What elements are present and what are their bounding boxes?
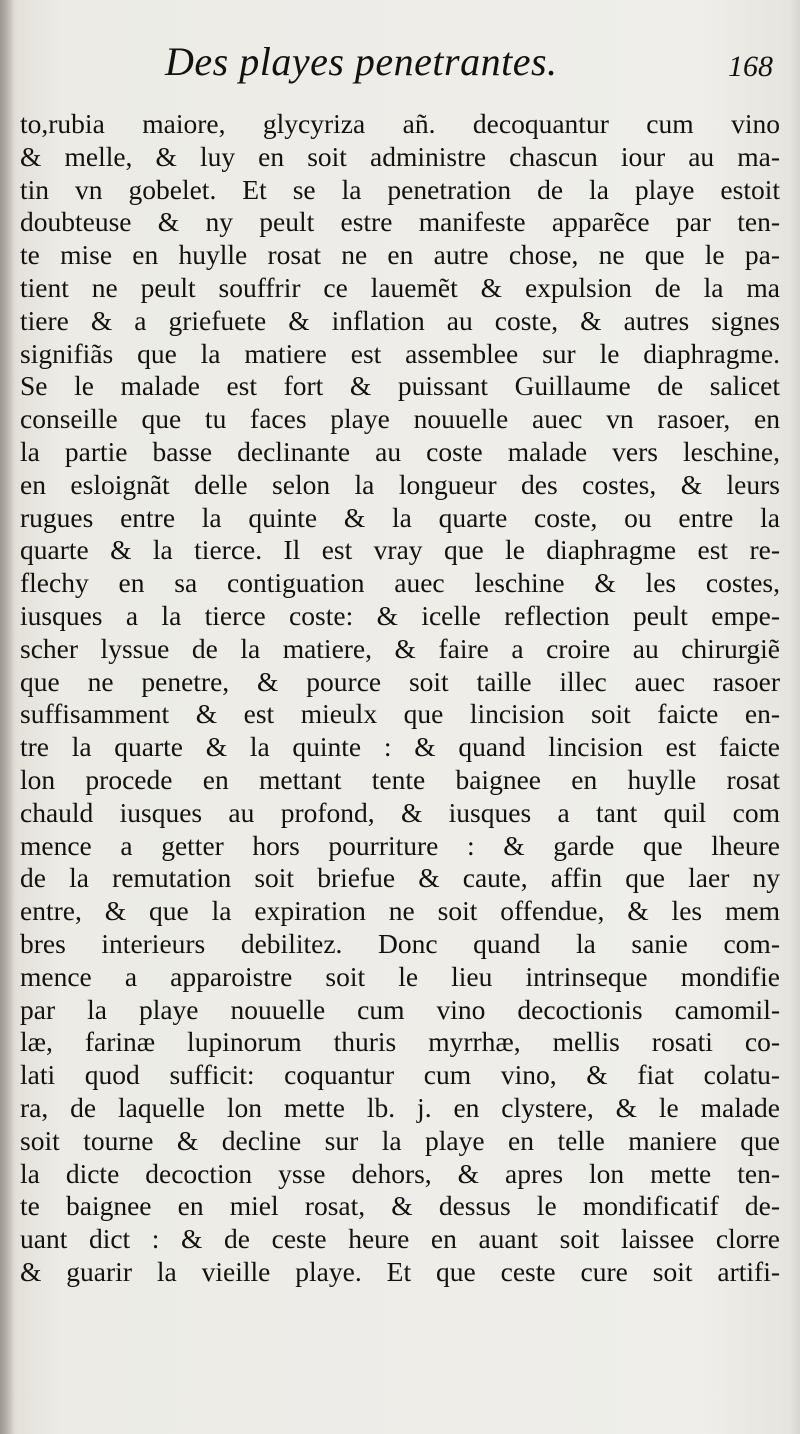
text-line: tient ne peult souffrir ce lauemẽt & expulsion de la ma <box>20 271 780 303</box>
text-line: bres interieurs debilitez. Donc quand la sanie com- <box>20 927 780 959</box>
text-line: conseille que tu faces playe nouuelle auec vn rasoer, en <box>20 403 780 435</box>
text-line: mence a apparoistre soit le lieu intrinseque mondifie <box>20 960 780 992</box>
text-line: la partie basse declinante au coste malade vers leschine, <box>20 435 780 467</box>
text-line: rugues entre la quinte & la quarte coste, ou entre la <box>20 501 780 533</box>
text-line: que ne penetre, & pource soit taille illec auec rasoer <box>20 665 780 697</box>
text-line: tiere & a griefuete & inflation au coste, & autres signes <box>20 304 780 336</box>
gutter-shadow <box>0 0 14 1434</box>
text-line: chauld iusques au profond, & iusques a tant quil com <box>20 796 780 828</box>
text-line: te mise en huylle rosat ne en autre chose, ne que le pa- <box>20 239 780 271</box>
text-line: par la playe nouuelle cum vino decoctionis camomil- <box>20 993 780 1025</box>
text-line: iusques a la tierce coste: & icelle reflection peult empe- <box>20 599 780 631</box>
text-line: te baignee en miel rosat, & dessus le mondificatif de- <box>20 1190 780 1222</box>
text-line: en esloignãt delle selon la longueur des costes, & leurs <box>20 468 780 500</box>
text-line: signifiãs que la matiere est assemblee sur le diaphragme. <box>20 337 780 369</box>
text-line: lati quod sufficit: coquantur cum vino, & fiat colatu- <box>20 1059 780 1091</box>
text-line: doubteuse & ny peult estre manifeste apparẽce par ten- <box>20 206 780 238</box>
text-line: la dicte decoction ysse dehors, & apres lon mette ten- <box>20 1157 780 1189</box>
text-line: scher lyssue de la matiere, & faire a croire au chirurgiẽ <box>20 632 780 664</box>
text-line: ra, de laquelle lon mette lb. j. en clystere, & le malade <box>20 1091 780 1123</box>
text-line: to,rubia maiore, glycyriza añ. decoquantur cum vino <box>20 108 780 139</box>
text-line: mence a getter hors pourriture : & garde que lheure <box>20 829 780 861</box>
text-block <box>20 108 780 1289</box>
page-number: 168 <box>728 50 773 83</box>
text-line: tre la quarte & la quinte : & quand lincision est faicte <box>20 731 780 763</box>
text-line: uant dict : & de ceste heure en auant soit laissee clorre <box>20 1223 780 1255</box>
text-line: & melle, & luy en soit administre chascun iour au ma- <box>20 140 780 172</box>
text-line: læ, farinæ lupinorum thuris myrrhæ, mellis rosati co- <box>20 1026 780 1058</box>
text-line: Se le malade est fort & puissant Guillaume de salicet <box>20 370 780 402</box>
text-line: lon procede en mettant tente baignee en huylle rosat <box>20 763 780 795</box>
text-line: suffisamment & est mieulx que lincision soit faicte en- <box>20 698 780 730</box>
text-line: entre, & que la expiration ne soit offendue, & les mem <box>20 895 780 927</box>
text-line: quarte & la tierce. Il est vray que le diaphragme est re- <box>20 534 780 566</box>
text-line: flechy en sa contiguation auec leschine & les costes, <box>20 567 780 599</box>
running-title: Des playes penetrantes. <box>165 39 558 84</box>
text-line: tin vn gobelet. Et se la penetration de la playe estoit <box>20 173 780 205</box>
text-line: de la remutation soit briefue & caute, affin que laer ny <box>20 862 780 894</box>
text-line: & guarir la vieille playe. Et que ceste cure soit artifi- <box>20 1255 780 1287</box>
text-line: soit tourne & decline sur la playe en telle maniere que <box>20 1124 780 1156</box>
